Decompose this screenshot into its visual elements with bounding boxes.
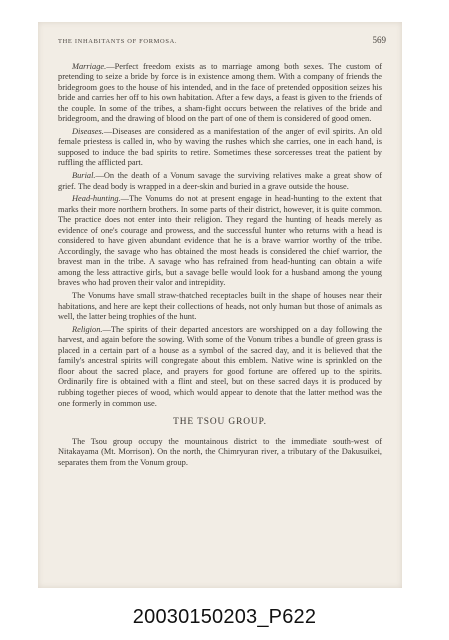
image-id-caption: 20030150203_P622 bbox=[132, 606, 317, 628]
paragraph-heading: Marriage. bbox=[72, 61, 107, 71]
paragraph-marriage bbox=[58, 62, 382, 125]
paragraph-tsou-group bbox=[58, 437, 382, 469]
paragraph-text: —On the death of a Vonum savage the surviving relatives make a great show of grief. The dead body is wrapped in a deer-skin and buried in a grave outside the house. bbox=[58, 171, 382, 191]
paragraph-heading: Head-hunting. bbox=[72, 194, 121, 204]
paragraph-heading: Burial. bbox=[72, 171, 96, 181]
paragraph-text: —Perfect freedom exists as to marriage among both sexes. The custom of pretending to seize a bride by force is in existence among them. With a company of friends the bridegroom goes to the house of his intended, and in the face of pretended opposition seizes his bride and carries her off to his own habitation. After a few days, a feast is given to the friends of the couple. In some of the tribes, a sham-fight occurs between the relatives of the bride and bridegroom, and the drawing of blood on the part of one of them is considered of good omen. bbox=[58, 61, 382, 124]
paragraph-text: —The Vonums do not at present engage in head-hunting to the extent that marks their more northern brothers. In some parts of their district, however, it is quite common. The practice does not enter into their religion. They regard the hunting of heads merely as evidence of one's courage and prowess, and the successful hunter who returns with a head is considered to have given abundant evidence that he is a brave warrior worthy of the tribe. Accordingly, the savage who has obtained the most heads is considered the chief warrior, the bravest man in the tribe. A savage who has refrained from head-hunting can obtain a wife among the less attractive girls, but a savage belle would look for a husband among the young braves who had proven their valor and intrepidity. bbox=[58, 194, 382, 288]
paragraph-heading: Diseases. bbox=[72, 126, 104, 136]
page-content bbox=[58, 35, 386, 470]
running-title: THE INHABITANTS OF FORMOSA. bbox=[58, 38, 178, 45]
paragraph-text: —The spirits of their departed ancestors are worshipped on a day following the harvest, and again before the sowing. With some of the Vonum tribes a bundle of green grass is placed in a certain part of a house as a symbol of the sacred day, and it is believed that the family's ancestral spirits will congregate about this emblem. Native wine is sprinkled on the floor about the sacred place, and prayers for good fortune are offered up to the spirits. Ordinarily fire is obtained with a flint and steel, but on these sacred days it is produced by rubbing together pieces of wood, which would appear to denote that the latter method was the one formerly in common use. bbox=[58, 324, 382, 408]
section-title: THE TSOU GROUP. bbox=[173, 417, 267, 428]
paragraph-diseases bbox=[58, 127, 382, 169]
running-header bbox=[58, 35, 386, 48]
paragraph-text: The Vonums have small straw-thatched receptacles built in the shape of houses near their habitations, and here are kept their collections of heads, not only human but those of animals as well, the latter being trophies of the hunt. bbox=[58, 291, 382, 322]
page-number: 569 bbox=[372, 35, 386, 45]
paragraph-receptacles bbox=[58, 291, 382, 323]
paragraph-burial bbox=[58, 171, 382, 192]
paragraph-head-hunting bbox=[58, 194, 382, 289]
paragraph-heading: Religion. bbox=[72, 324, 103, 334]
paragraph-text: The Tsou group occupy the mountainous district to the immediate south-west of Nitakayama (Mt. Morrison). On the north, the Chimryuran river, a tributary of the Dakusuikei, separates them from the Vonum group. bbox=[58, 436, 382, 467]
paragraph-religion bbox=[58, 325, 382, 409]
paragraph-text: —Diseases are considered as a manifestation of the anger of evil spirits. An old female priestess is called in, who by waving the rushes which she carries, one in each hand, is supposed to induce the bad spirits to retire. Sometimes these sorceresses treat the patient by ruffling the afflicted part. bbox=[58, 126, 382, 168]
book-page bbox=[38, 22, 402, 588]
